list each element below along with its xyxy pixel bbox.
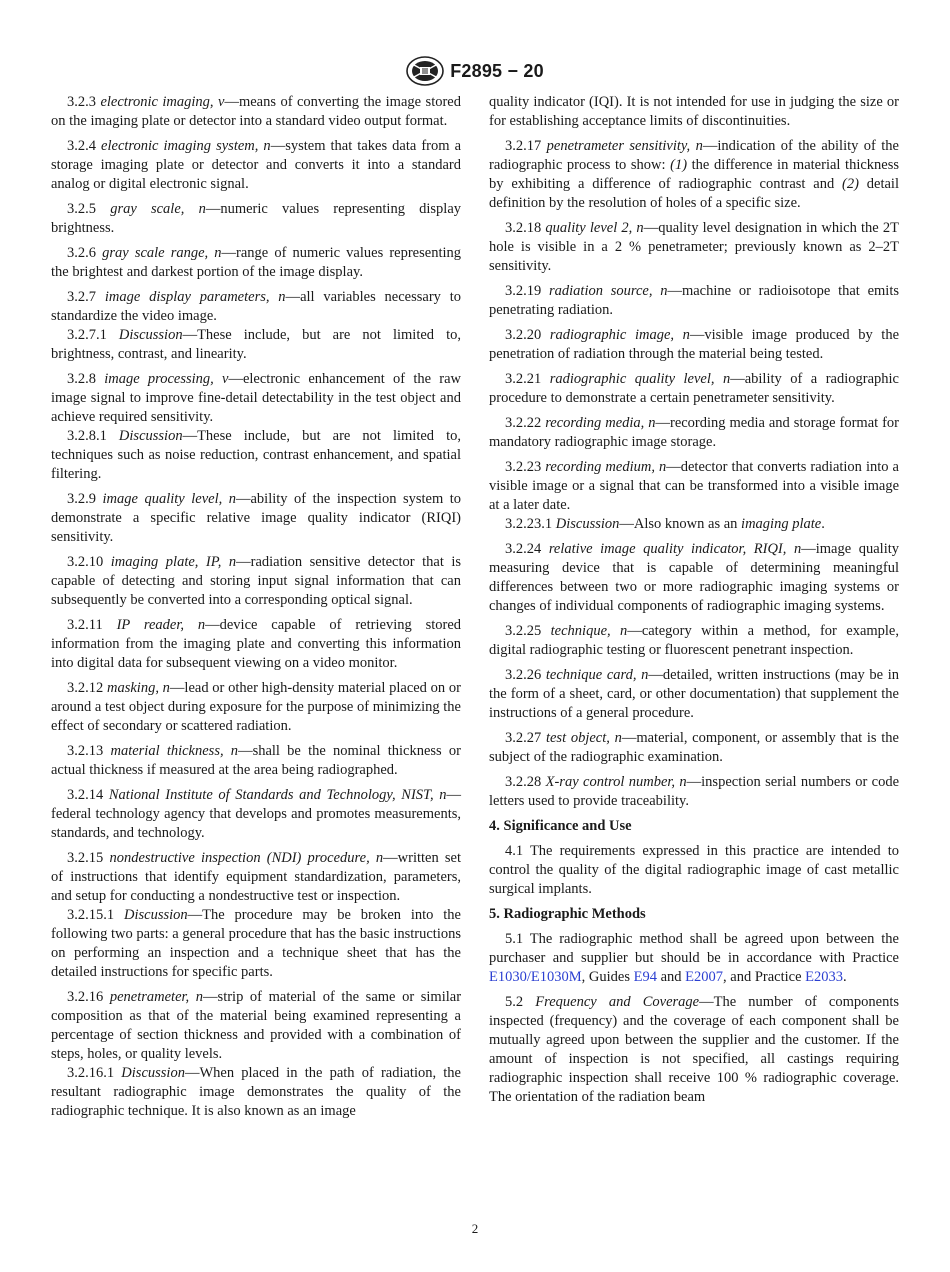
continuation-paragraph: quality indicator (IQI). It is not intended for use in judging the size or for establishing acceptance limits of discontinuities. (489, 94, 899, 129)
right-definitions-group-2 (489, 540, 899, 811)
astm-logo-icon (406, 56, 444, 86)
paragraph-5-1: 5.1 The radiographic method shall be agreed upon between the purchaser and supplier but should be in accordance with Practice E1030/E1030M, Guides E94 and E2007, and Practice E2033. (489, 931, 899, 985)
definition-3-2-22: 3.2.22 recording media, n—recording media and storage format for mandatory radiographic image storage. (489, 415, 900, 450)
ref-e2033-link[interactable]: E2033 (805, 969, 844, 985)
definition-3-2-17: 3.2.17 penetrameter sensitivity, n—indication of the ability of the radiographic process to show: (1) the difference in material thickness by exhibiting a difference of radiographic contrast and (2) detail definition by the resolution of holes of a specific size. (489, 138, 900, 211)
paragraph-4-1: 4.1 The requirements expressed in this practice are intended to control the quality of the digital radiographic image of cast metallic surgical implants. (489, 843, 899, 897)
definition-3-2-26: 3.2.26 technique card, n—detailed, written instructions (may be in the form of a sheet, card, or other documentation) that supplement the instructions of a general procedure. (489, 667, 900, 721)
definition-3-2-4: 3.2.4 electronic imaging system, n—system that takes data from a storage imaging plate or detector and converts it into a standard analog or digital electronic signal. (51, 138, 461, 192)
definition-3-2-11: 3.2.11 IP reader, n—device capable of retrieving stored information from the imaging plate and converting this information into digital data for subsequent viewing on a video monitor. (51, 617, 462, 671)
ref-e1030-link[interactable]: E1030/E1030M (489, 969, 582, 985)
definition-3-2-10: 3.2.10 imaging plate, IP, n—radiation sensitive detector that is capable of detecting and storing input signal information that can subsequently be converted into a corresponding optical signal. (51, 554, 462, 608)
definition-3-2-23-1: 3.2.23.1 Discussion—Also known as an imaging plate. (505, 516, 825, 532)
right-column (489, 93, 899, 1113)
definition-3-2-12: 3.2.12 masking, n—lead or other high-density material placed on or around a test object during exposure for the purpose of minimizing the effect of secondary or scattered radiation. (51, 680, 461, 734)
section-5-heading: 5. Radiographic Methods (489, 906, 646, 922)
definition-3-2-13: 3.2.13 material thickness, n—shall be the nominal thickness or actual thickness if measured at the area being radiographed. (51, 743, 461, 778)
paragraph-5-2: 5.2 Frequency and Coverage—The number of components inspected (frequency) and the coverage of each component shall be mutually agreed upon between the supplier and the customer. If the amount of inspection is not specified, all castings requiring radiographic inspection shall receive 100 % radiographic coverage. The orientation of the radiation beam (489, 994, 899, 1105)
definition-3-2-8: 3.2.8 image processing, v—electronic enhancement of the raw image signal to improve fine-detail detectability in the test object and achieve required sensitivity. (51, 371, 461, 425)
page-header (0, 56, 950, 86)
left-column (51, 93, 461, 1127)
definition-3-2-28: 3.2.28 X-ray control number, n—inspection serial numbers or code letters used to provide traceability. (489, 774, 900, 809)
definition-3-2-14: 3.2.14 National Institute of Standards and Technology, NIST, n—federal technology agency that develops and promotes measurements, standards, and technology. (51, 787, 462, 841)
definition-3-2-7-1: 3.2.7.1 Discussion—These include, but are not limited to, brightness, contrast, and linearity. (51, 327, 461, 362)
definition-3-2-18: 3.2.18 quality level 2, n—quality level designation in which the 2T hole is visible in a 2 % penetrameter; previously known as 2–2T sensitivity. (489, 220, 900, 274)
definition-3-2-9: 3.2.9 image quality level, n—ability of the inspection system to demonstrate a specific relative image quality indicator (RIQI) sensitivity. (51, 491, 462, 545)
definition-3-2-24: 3.2.24 relative image quality indicator, RIQI, n—image quality measuring device that is capable of determining meaningful differences between two or more radiographic imaging systems or changes of individual components of radiographic imaging systems. (489, 541, 899, 614)
ref-e2007-link[interactable]: E2007 (685, 969, 724, 985)
page-number: 2 (471, 1221, 479, 1236)
definition-3-2-23: 3.2.23 recording medium, n—detector that converts radiation into a visible image or a signal that can be transformed into a visible image at a later date. (489, 459, 899, 513)
right-definitions-group-1 (489, 219, 899, 515)
definition-3-2-3: 3.2.3 electronic imaging, v—means of converting the image stored on the imaging plate or detector into a standard video output format. (51, 94, 461, 129)
definition-3-2-20: 3.2.20 radiographic image, n—visible image produced by the penetration of radiation through the material being tested. (489, 327, 899, 362)
definition-3-2-15-1: 3.2.15.1 Discussion—The procedure may be broken into the following two parts: a general procedure that has the basic instructions on performing an inspection and a technique sheet that has the detailed instructions for specific parts. (51, 907, 461, 980)
document-designation: F2895 − 20 (450, 60, 544, 81)
definition-3-2-6: 3.2.6 gray scale range, n—range of numeric values representing the brightest and darkest portion of the image display. (51, 245, 462, 280)
definition-3-2-25: 3.2.25 technique, n—category within a method, for example, digital radiographic testing or fluorescent penetrant inspection. (489, 623, 899, 658)
definition-3-2-27: 3.2.27 test object, n—material, component, or assembly that is the subject of the radiographic examination. (489, 730, 899, 765)
definition-3-2-16: 3.2.16 penetrameter, n—strip of material of the same or similar composition as that of the material being examined representing a percentage of section thickness and provided with a combination of steps, holes, or quality levels. (51, 989, 462, 1062)
definition-3-2-8-1: 3.2.8.1 Discussion—These include, but are not limited to, techniques such as noise reduction, contrast enhancement, and spatial filtering. (51, 428, 461, 482)
section-4-heading: 4. Significance and Use (489, 818, 632, 834)
definition-3-2-21: 3.2.21 radiographic quality level, n—ability of a radiographic procedure to demonstrate a certain penetrameter sensitivity. (489, 371, 899, 406)
definition-3-2-19: 3.2.19 radiation source, n—machine or radioisotope that emits penetrating radiation. (489, 283, 899, 318)
definition-3-2-5: 3.2.5 gray scale, n—numeric values representing display brightness. (51, 201, 462, 236)
definition-3-2-7: 3.2.7 image display parameters, n—all variables necessary to standardize the video image. (51, 289, 462, 324)
definition-3-2-16-1: 3.2.16.1 Discussion—When placed in the path of radiation, the resultant radiographic image demonstrates the quality of the radiographic technique. It is also known as an image (51, 1065, 461, 1119)
definition-3-2-15: 3.2.15 nondestructive inspection (NDI) procedure, n—written set of instructions that identify equipment standardization, parameters, and setup for conducting a nondestructive test or inspection. (51, 850, 461, 904)
ref-e94-link[interactable]: E94 (633, 969, 657, 985)
